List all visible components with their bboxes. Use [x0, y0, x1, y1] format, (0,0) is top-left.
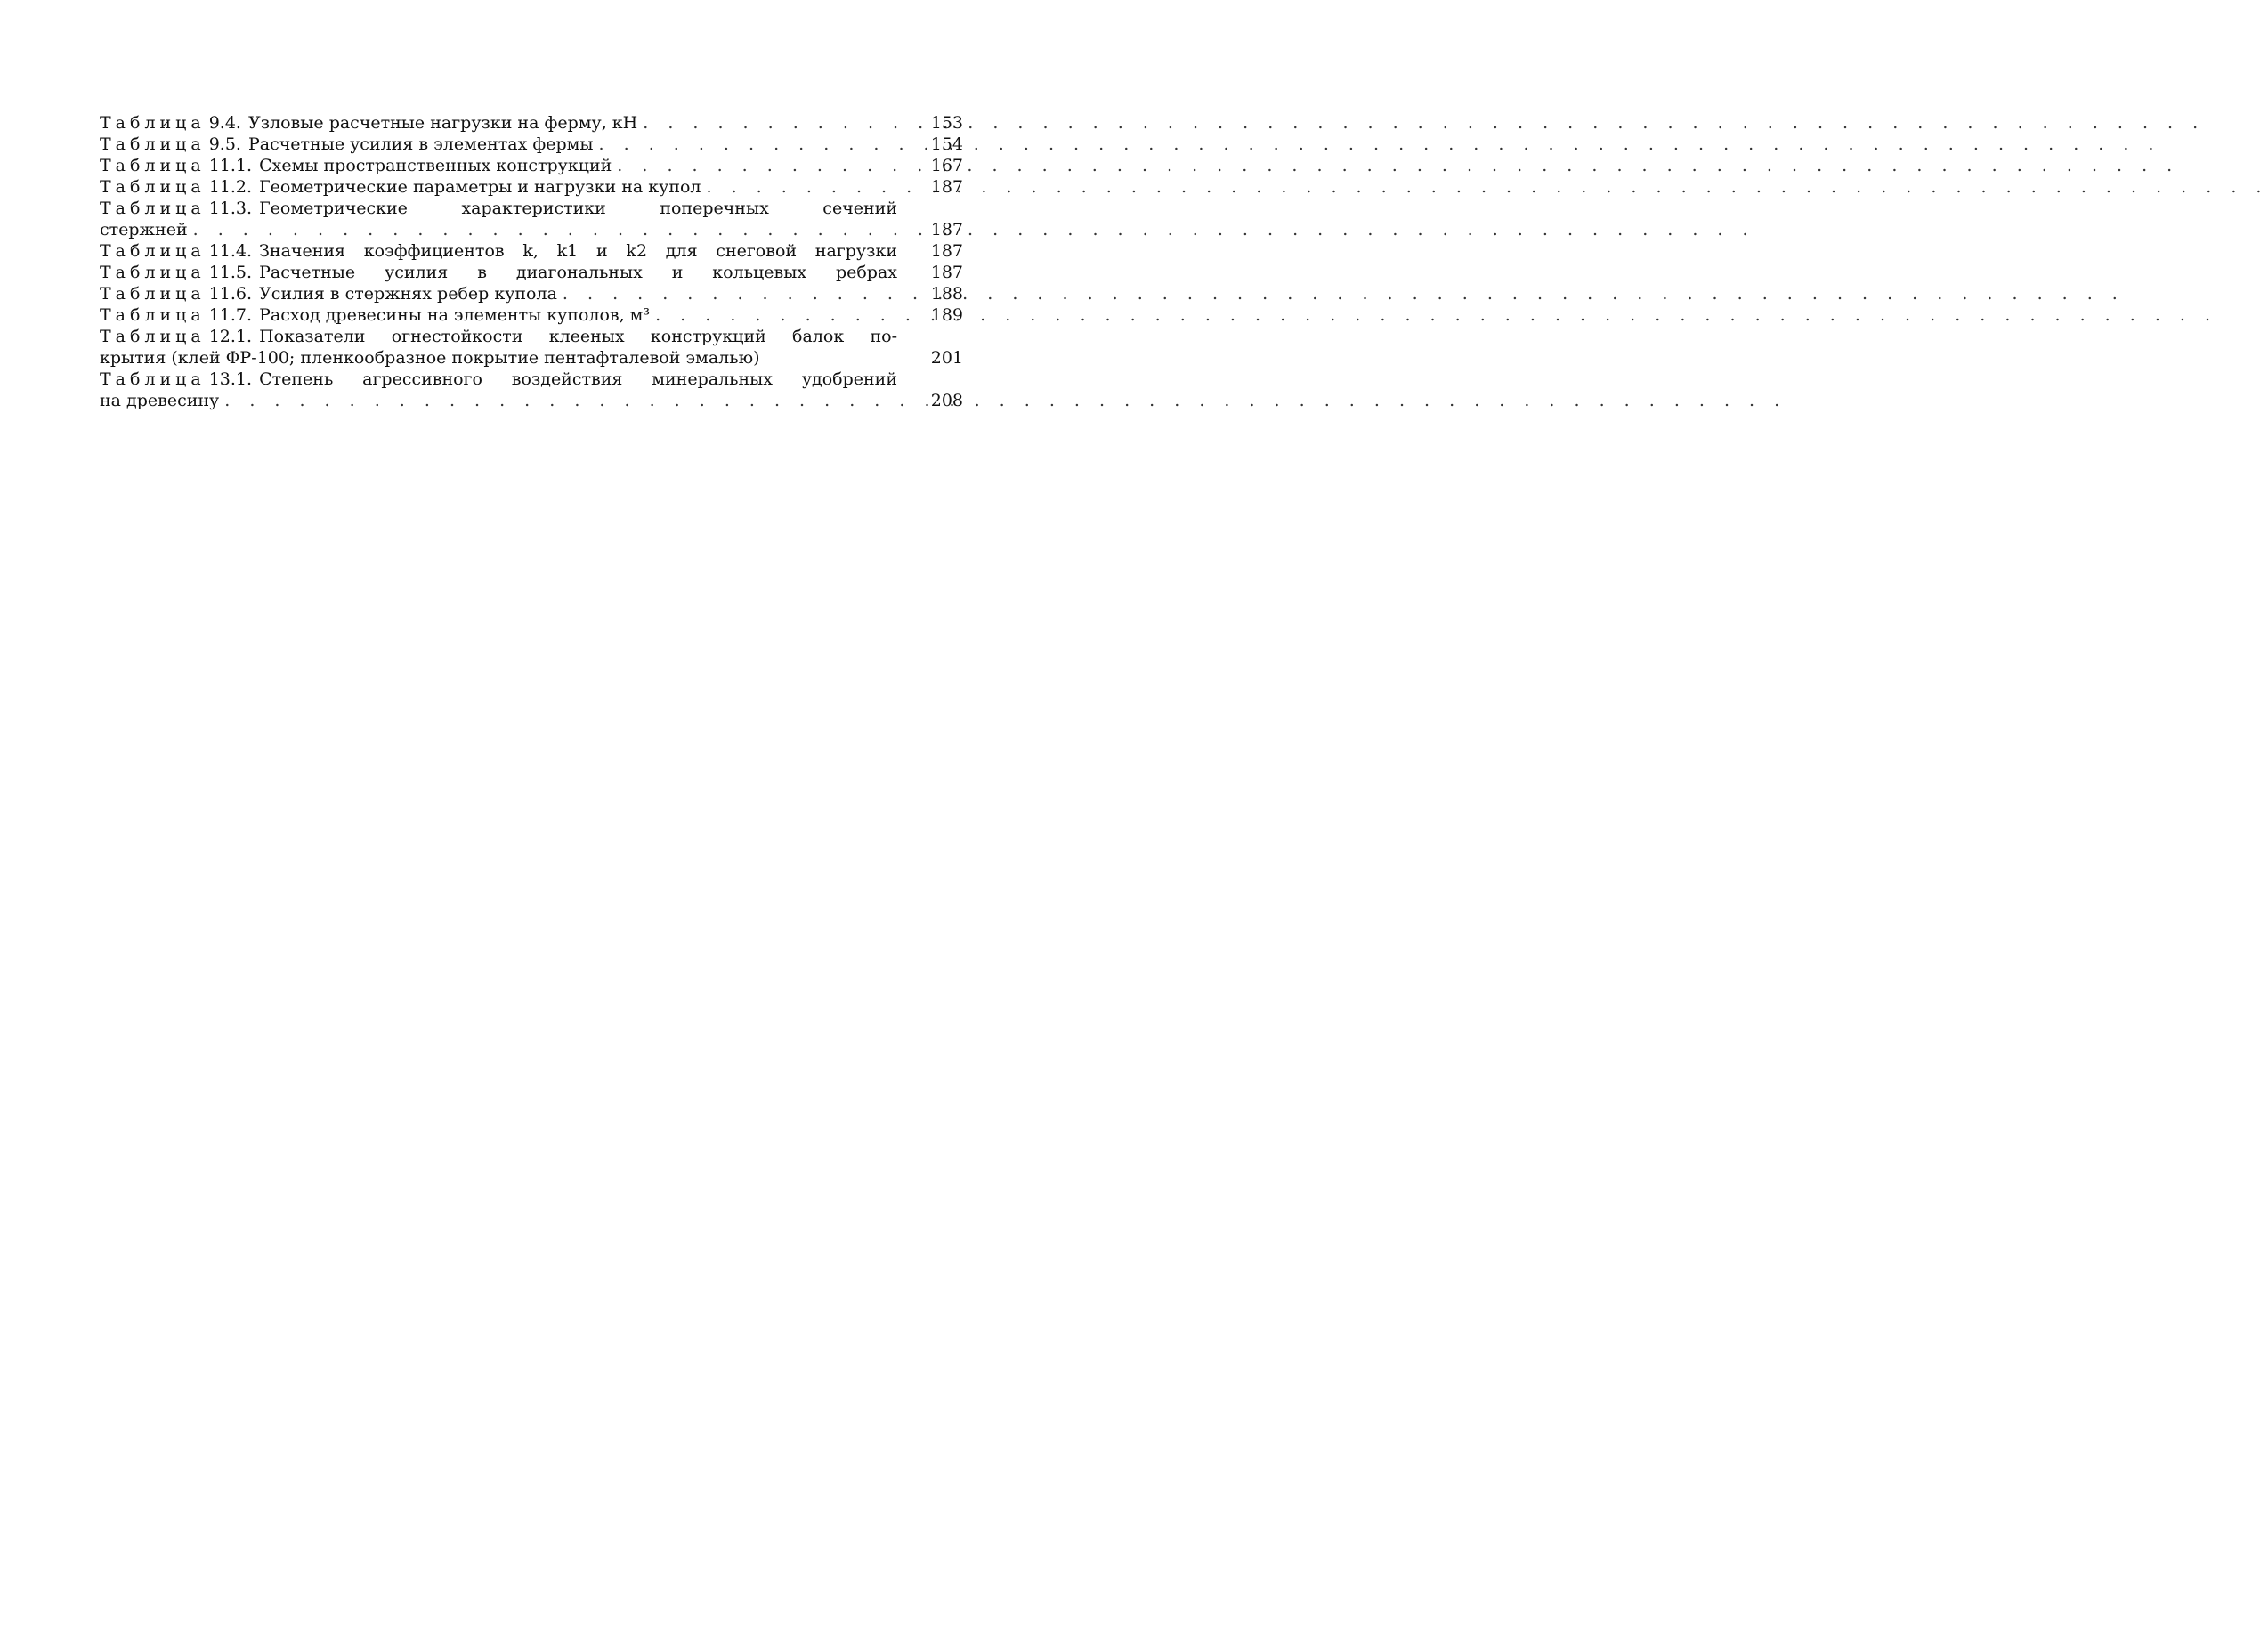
dot-leader: [557, 283, 2125, 304]
entry-page: 153: [930, 113, 963, 133]
toc-entry: [100, 369, 963, 411]
entry-page: 208: [930, 391, 963, 410]
entry-label: Таблица: [100, 263, 206, 282]
entry-number: 12.1.: [208, 327, 253, 346]
entry-page: 187: [930, 241, 963, 261]
entry-title: Показатели огнестойкости клееных конструкций балок по-: [259, 327, 897, 346]
dot-leader: [188, 219, 1755, 240]
toc-entry: [100, 134, 963, 155]
entry-page: 167: [930, 156, 963, 175]
entry-page: 154: [930, 134, 963, 154]
dot-leader: [650, 304, 2217, 326]
list-of-tables: [100, 112, 963, 411]
entry-number: 11.5.: [208, 263, 253, 282]
toc-entry: [100, 155, 963, 176]
entry-label: Таблица: [100, 113, 206, 133]
entry-number: 11.4.: [208, 241, 253, 261]
entry-page: 201: [930, 348, 963, 368]
dot-leader: [219, 390, 1786, 411]
entry-label: Таблица: [100, 327, 206, 346]
entry-title-continuation: крытия (клей ФР-100; пленкообразное покрытие пентафталевой эмалью): [100, 348, 760, 368]
entry-number: 11.7.: [208, 305, 253, 325]
entry-label: Таблица: [100, 134, 206, 154]
entry-title: Схемы пространственных конструкций: [259, 156, 612, 175]
entry-page: 189: [930, 305, 963, 325]
entry-number: 11.6.: [208, 284, 253, 304]
entry-title: Узловые расчетные нагрузки на ферму, кН: [247, 113, 638, 133]
entry-title: Степень агрессивного воздействия минеральных удобрений: [259, 369, 897, 389]
entry-label: Таблица: [100, 305, 206, 325]
entry-title: Значения коэффициентов k, k1 и k2 для снеговой нагрузки: [259, 241, 897, 261]
entry-page: 187: [930, 220, 963, 239]
dot-leader: [594, 134, 2161, 155]
entry-title: Расчетные усилия в диагональных и кольцевых ребрах: [259, 263, 897, 282]
entry-label: Таблица: [100, 199, 206, 218]
entry-number: 11.1.: [208, 156, 253, 175]
toc-entry: [100, 240, 963, 262]
toc-entry: [100, 304, 963, 326]
entry-title: Усилия в стержнях ребер купола: [259, 284, 557, 304]
entry-page: 187: [930, 177, 963, 197]
entry-title: Геометрические параметры и нагрузки на купол: [259, 177, 701, 197]
entry-label: Таблица: [100, 156, 206, 175]
entry-label: Таблица: [100, 241, 206, 261]
entry-number: 11.2.: [208, 177, 253, 197]
entry-page: 188: [930, 284, 963, 304]
toc-entry: [100, 198, 963, 240]
entry-number: 9.5.: [208, 134, 241, 154]
entry-label: Таблица: [100, 369, 206, 389]
toc-entry: [100, 326, 963, 369]
entry-label: Таблица: [100, 177, 206, 197]
entry-title-continuation: на древесину: [100, 391, 220, 410]
entry-number: 9.4.: [208, 113, 241, 133]
entry-title: Расчетные усилия в элементах фермы: [247, 134, 594, 154]
entry-page: 187: [930, 263, 963, 282]
entry-number: 11.3.: [208, 199, 253, 218]
entry-number: 13.1.: [208, 369, 253, 389]
entry-label: Таблица: [100, 284, 206, 304]
toc-entry: [100, 283, 963, 304]
entry-title: Расход древесины на элементы куполов, м³: [259, 305, 651, 325]
toc-entry: [100, 112, 963, 134]
dot-leader: [637, 112, 2205, 134]
entry-title-continuation: стержней: [100, 220, 188, 239]
toc-entry: [100, 262, 963, 283]
entry-title: Геометрические характеристики поперечных сечений: [259, 199, 897, 218]
toc-entry: [100, 176, 963, 198]
dot-leader: [612, 155, 2179, 176]
